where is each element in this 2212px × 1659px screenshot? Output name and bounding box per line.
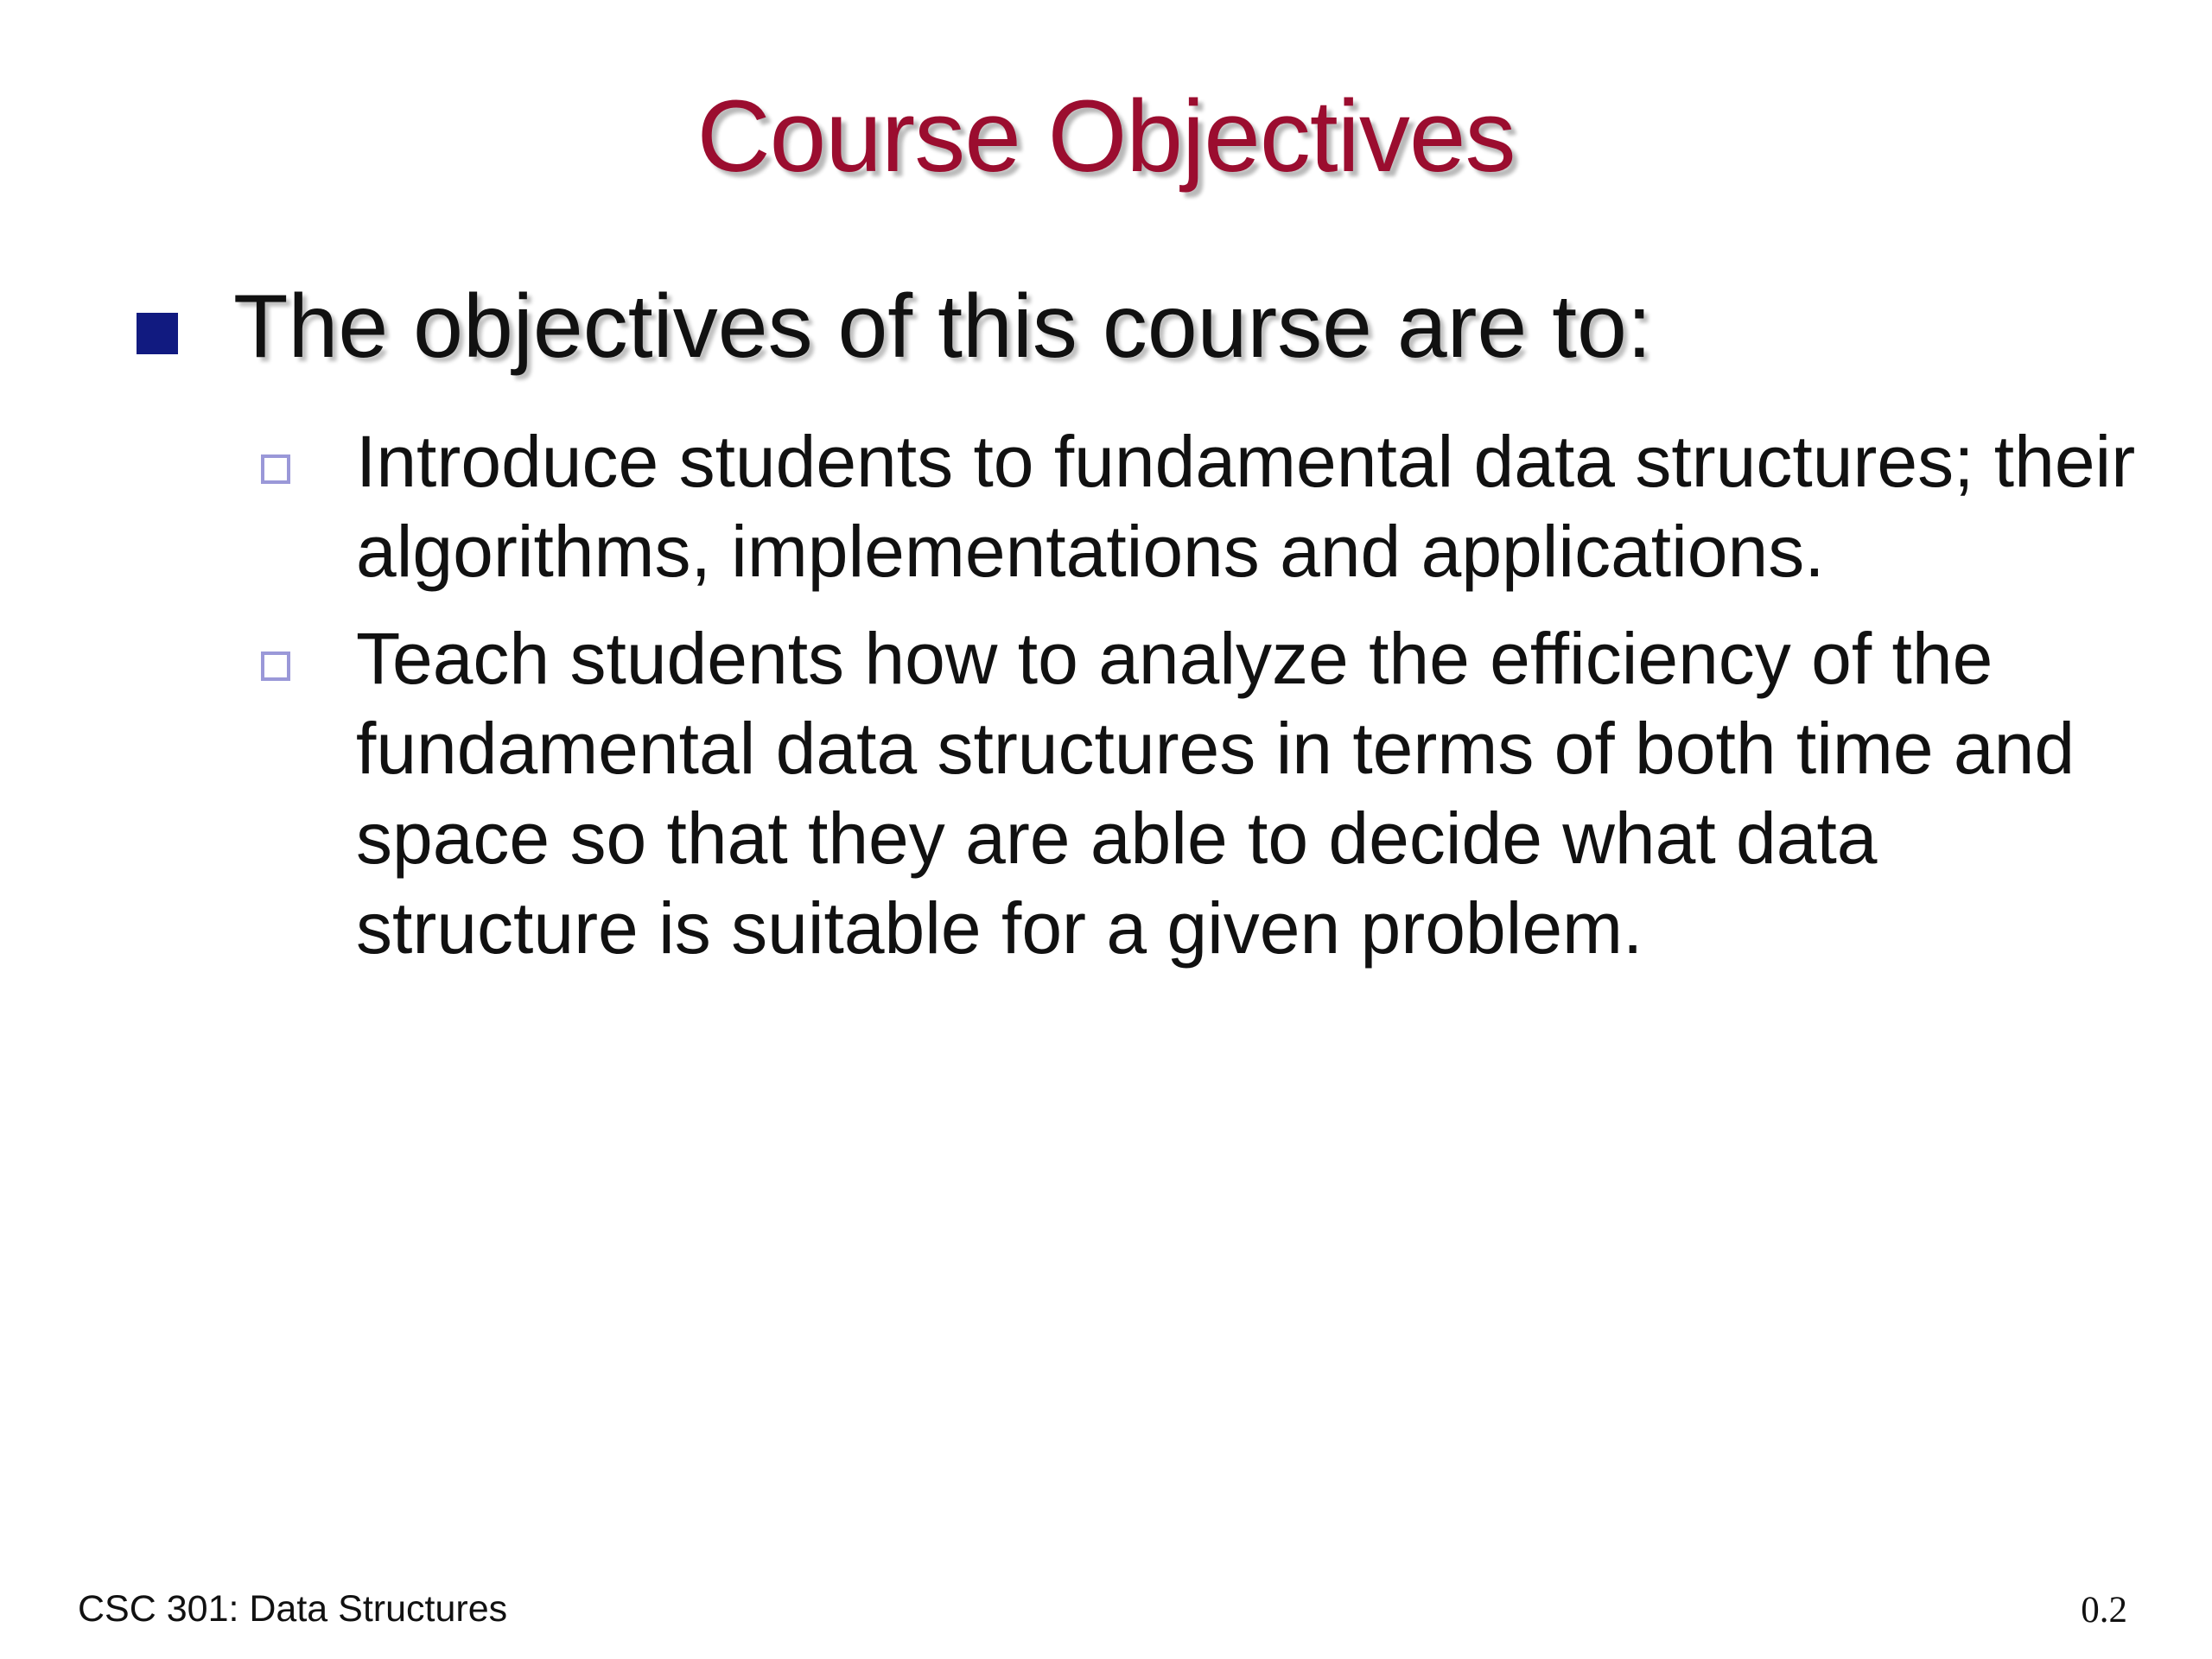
sub-bullet-text: Introduce students to fundamental data structures; their algorithms, implementations and applications. — [356, 421, 2136, 592]
footer-course-label: CSC 301: Data Structures — [78, 1588, 508, 1630]
slide-number: 0.2 — [2081, 1590, 2127, 1630]
hollow-square-bullet-icon — [261, 454, 290, 484]
main-bullet-text: The objectives of this course are to: — [233, 276, 1652, 377]
sub-bullet-text: Teach students how to analyze the efficiency of the fundamental data structures in terms of both time and space so that they are able to decide what data structure is suitable for a given problem. — [356, 618, 2075, 969]
filled-square-bullet-icon — [137, 313, 178, 354]
hollow-square-bullet-icon — [261, 652, 290, 681]
slide-title: Course Objectives — [696, 79, 1516, 194]
